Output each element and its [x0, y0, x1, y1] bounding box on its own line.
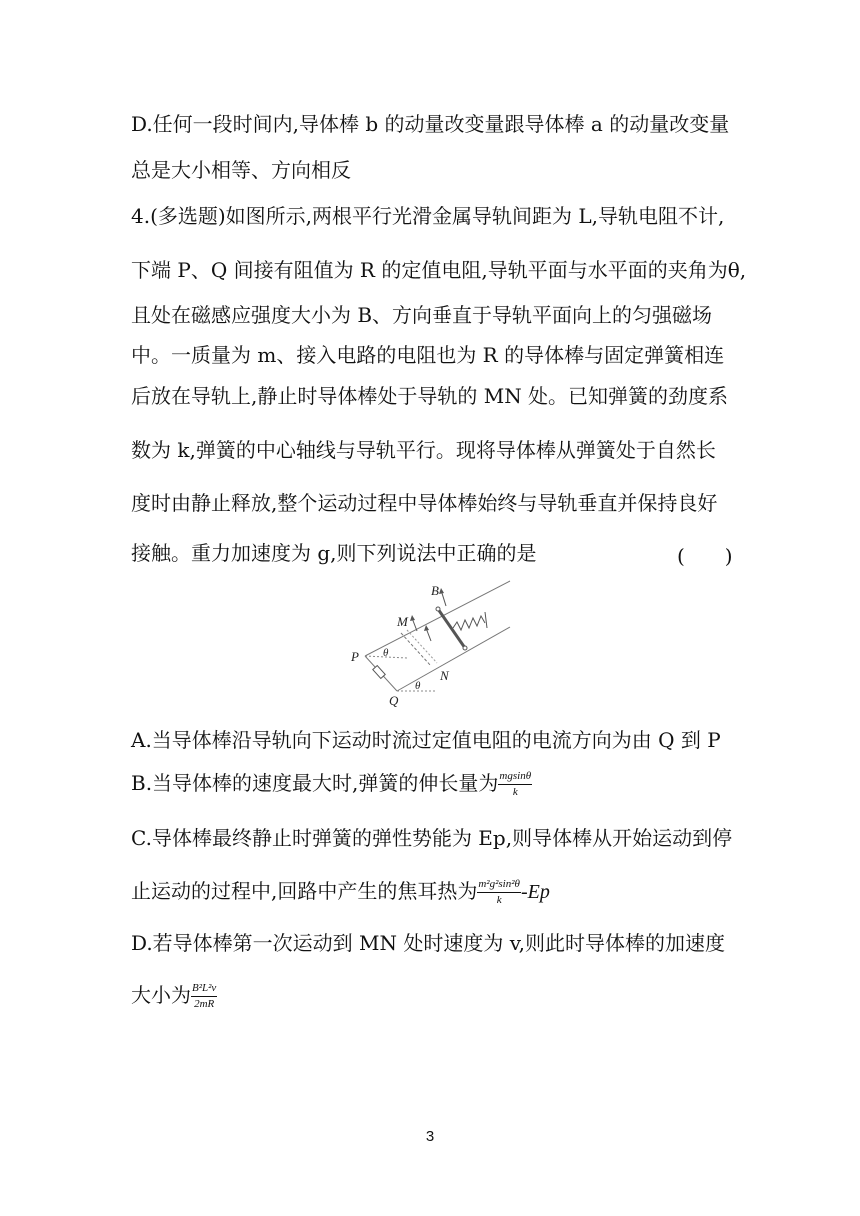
label-Q: Q — [389, 693, 399, 708]
option-c-suffix: -Ep — [520, 881, 550, 903]
question-4-line-3: 且处在磁感应强度大小为 B、方向垂直于导轨平面向上的匀强磁场 — [131, 303, 713, 327]
label-M: M — [397, 614, 408, 629]
option-d-text: 大小为 — [131, 983, 191, 1007]
label-theta-2: θ — [415, 680, 421, 692]
question-4-line-6: 数为 k,弹簧的中心轴线与导轨平行。现将导体棒从弹簧处于自然长 — [131, 438, 716, 462]
question-4-line-4: 中。一质量为 m、接入电路的电阻也为 R 的导体棒与固定弹簧相连 — [131, 343, 725, 367]
option-a: A.当导体棒沿导轨向下运动时流过定值电阻的电流方向为由 Q 到 P — [131, 728, 721, 752]
line-2: 总是大小相等、方向相反 — [131, 158, 351, 182]
label-N: N — [440, 668, 449, 683]
option-d-line-2 — [131, 982, 217, 1011]
option-c-text: 止运动的过程中,回路中产生的焦耳热为 — [131, 879, 478, 903]
lower-rail — [397, 627, 510, 691]
option-c-line-2 — [131, 878, 550, 907]
option-d-fraction: $\frac{\text{B²L²v}}{2mR}$ — [192, 982, 217, 1010]
answer-paren: ( ) — [677, 544, 733, 568]
option-d-line-1: D.若导体棒第一次运动到 MN 处时速度为 v,则此时导体棒的加速度 — [131, 931, 726, 955]
mn-line — [401, 633, 431, 666]
question-4-line-5: 后放在导轨上,静止时导体棒处于导轨的 MN 处。已知弹簧的劲度系 — [131, 384, 729, 408]
option-c-line-1: C.导体棒最终静止时弹簧的弹性势能为 Ep,则导体棒从开始运动到停 — [131, 826, 733, 850]
question-4-line-2: 下端 P、Q 间接有阻值为 R 的定值电阻,导轨平面与水平面的夹角为θ, — [131, 258, 747, 282]
option-c-fraction: $\frac{\text{m²g²sin²θ}}{k}$ — [478, 878, 520, 906]
conductor-rod — [438, 609, 465, 648]
label-B: B — [431, 583, 439, 598]
spring — [453, 616, 485, 630]
option-b-text: B.当导体棒的速度最大时,弹簧的伸长量为 — [131, 771, 499, 795]
resistor — [373, 666, 385, 679]
label-P: P — [351, 649, 359, 664]
question-4-line-1: 4.(多选题)如图所示,两根平行光滑金属导轨间距为 L,导轨电阻不计, — [131, 204, 725, 228]
question-4-line-8: 接触。重力加速度为 g,则下列说法中正确的是 — [131, 541, 537, 565]
label-theta-1: θ — [383, 647, 389, 659]
option-b — [131, 770, 532, 799]
line-1: D.任何一段时间内,导体棒 b 的动量改变量跟导体棒 a 的动量改变量 — [131, 112, 730, 136]
rail-figure — [345, 578, 515, 708]
question-4-line-7: 度时由静止释放,整个运动过程中导体棒始终与导轨垂直并保持良好 — [131, 491, 718, 515]
page-number: 3 — [425, 1128, 435, 1145]
option-b-fraction: $\frac{mgsin\theta}{k}$ — [499, 770, 532, 798]
